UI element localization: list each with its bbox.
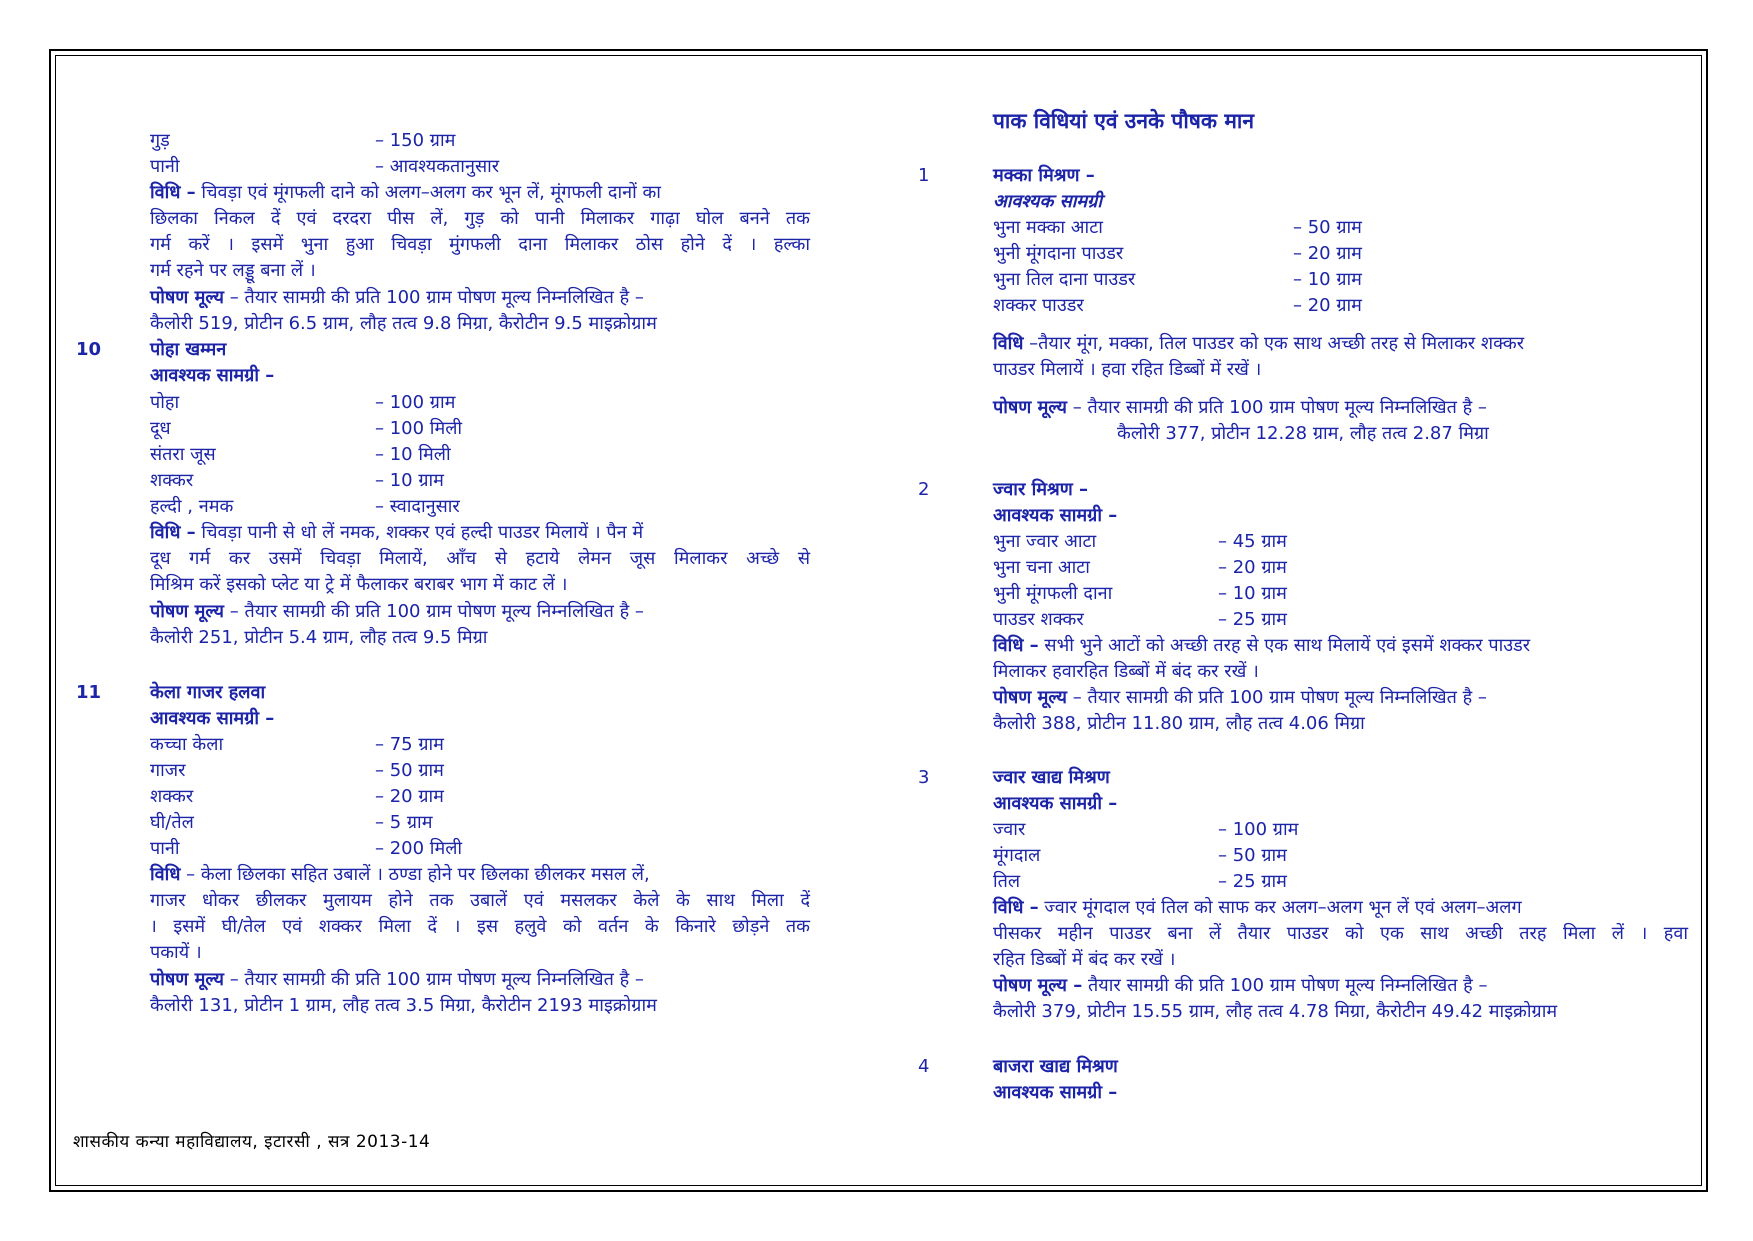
nutrition-text: – तैयार सामग्री की प्रति 100 ग्राम पोषण मूल्य निम्नलिखित है – (229, 969, 644, 990)
method-line: रहित डिब्बों में बंद कर रखें । (993, 949, 1176, 970)
method-text: –तैयार मूंग, मक्का, तिल पाउडर को एक साथ अच्छी तरह से मिलाकर शक्कर (1029, 333, 1525, 354)
method-line (993, 896, 1688, 920)
ingredient-qty: – 10 ग्राम (1293, 269, 1362, 290)
ingredient-qty: – स्वादानुसार (375, 496, 460, 517)
ingredient-qty: – 100 मिली (375, 418, 463, 439)
ingredients-heading: आवश्यक सामग्री – (993, 1082, 1118, 1103)
nutrition-values: कैलोरी 519, प्रोटीन 6.5 ग्राम, लौह तत्व 9.8 मिग्रा, कैरोटीन 9.5 माइक्रोग्राम (150, 313, 657, 334)
nutrition-label: पोषण मूल्य (150, 287, 225, 308)
recipe-title: मक्का मिश्रण – (993, 165, 1095, 186)
ingredient-name: ज्वार (993, 819, 1026, 840)
ingredient-qty: – 100 ग्राम (375, 392, 456, 413)
ingredient-name: भुनी मूंगदाना पाउडर (993, 243, 1124, 264)
ingredient-qty: – 20 ग्राम (375, 786, 444, 807)
recipe-number: 2 (918, 479, 930, 500)
ingredient-qty: – 75 ग्राम (375, 734, 444, 755)
ingredient-qty: – 10 ग्राम (375, 470, 444, 491)
recipe-title: केला गाजर हलवा (150, 682, 266, 703)
method-line: गर्म करें । इसमें भुना हुआ चिवड़ा मुंगफली दाना मिलाकर ठोस होने दें । हल्का (150, 234, 810, 255)
method-text: चिवड़ा पानी से धो लें नमक, शक्कर एवं हल्दी पाउडर मिलायें । पैन में (201, 522, 644, 543)
method-line: गाजर धोकर छीलकर मुलायम होने तक उबालें एवं मसलकर केले के साथ मिला दें (150, 890, 810, 911)
nutrition-line (993, 974, 1487, 998)
ingredient-qty: – 100 ग्राम (1218, 819, 1299, 840)
method-text: सभी भुने आटों को अच्छी तरह से एक साथ मिलायें एवं इसमें शक्कर पाउडर (1044, 635, 1531, 656)
ingredient-name: पानी (150, 156, 180, 177)
ingredient-qty: – 20 ग्राम (1293, 243, 1362, 264)
method-line: पकायें । (150, 942, 202, 963)
method-label: विधि (993, 333, 1024, 354)
ingredients-heading: आवश्यक सामग्री – (993, 505, 1118, 526)
nutrition-text: तैयार सामग्री की प्रति 100 ग्राम पोषण मूल्य निम्नलिखित है – (1088, 975, 1488, 996)
ingredient-name: भुना मक्का आटा (993, 217, 1103, 238)
ingredients-heading: आवश्यक सामग्री (993, 191, 1102, 212)
nutrition-label: पोषण मूल्य (993, 397, 1068, 418)
page-footer: शासकीय कन्या महाविद्यालय, इटारसी , सत्र 2013-14 (73, 1132, 431, 1152)
page-title: पाक विधियां एवं उनके पौषक मान (993, 109, 1255, 133)
method-line (993, 634, 1688, 658)
nutrition-label: पोषण मूल्य (150, 601, 225, 622)
nutrition-text: – तैयार सामग्री की प्रति 100 ग्राम पोषण मूल्य निम्नलिखित है – (1072, 397, 1487, 418)
ingredient-name: भुनी मूंगफली दाना (993, 583, 1113, 604)
nutrition-line (150, 968, 644, 992)
ingredient-name: पानी (150, 838, 180, 859)
ingredient-name: गुड़ (150, 130, 170, 151)
ingredient-name: भुना चना आटा (993, 557, 1090, 578)
nutrition-label: पोषण मूल्य (993, 687, 1068, 708)
nutrition-text: – तैयार सामग्री की प्रति 100 ग्राम पोषण मूल्य निम्नलिखित है – (229, 601, 644, 622)
ingredient-name: संतरा जूस (150, 444, 216, 465)
recipe-number: 10 (76, 339, 102, 360)
ingredient-name: पाउडर शक्कर (993, 609, 1084, 630)
nutrition-text: – तैयार सामग्री की प्रति 100 ग्राम पोषण मूल्य निम्नलिखित है – (229, 287, 644, 308)
method-text: – केला छिलका सहित उबालें । ठण्डा होने पर छिलका छीलकर मसल लें, (186, 864, 650, 885)
ingredients-heading: आवश्यक सामग्री – (150, 708, 275, 729)
nutrition-line (993, 686, 1487, 710)
ingredient-name: घी/तेल (150, 812, 194, 833)
ingredient-name: शक्कर (150, 470, 194, 491)
method-label: विधि – (150, 522, 196, 543)
nutrition-values: कैलोरी 388, प्रोटीन 11.80 ग्राम, लौह तत्व 4.06 मिग्रा (993, 713, 1365, 734)
ingredient-qty: – 25 ग्राम (1218, 871, 1287, 892)
ingredient-qty: – आवश्यकतानुसार (375, 156, 500, 177)
ingredient-name: मूंगदाल (993, 845, 1041, 866)
ingredient-name: कच्चा केला (150, 734, 224, 755)
method-line: छिलका निकल दें एवं दरदरा पीस लें, गुड़ को पानी मिलाकर गाढ़ा घोल बनने तक (150, 208, 810, 229)
nutrition-values: कैलोरी 379, प्रोटीन 15.55 ग्राम, लौह तत्व 4.78 मिग्रा, कैरोटीन 49.42 माइक्रोग्राम (993, 1001, 1558, 1022)
ingredient-qty: – 150 ग्राम (375, 130, 456, 151)
method-label: विधि – (150, 182, 196, 203)
ingredient-name: भुना ज्वार आटा (993, 531, 1097, 552)
ingredient-name: शक्कर (150, 786, 194, 807)
method-line (150, 521, 810, 545)
ingredient-name: दूध (150, 418, 171, 439)
ingredient-qty: – 200 मिली (375, 838, 463, 859)
method-line: गर्म रहने पर लड्डू बना लें । (150, 260, 316, 281)
ingredient-qty: – 5 ग्राम (375, 812, 433, 833)
recipe-number: 3 (918, 767, 930, 788)
nutrition-values: कैलोरी 131, प्रोटीन 1 ग्राम, लौह तत्व 3.5 मिग्रा, कैरोटीन 2193 माइक्रोग्राम (150, 995, 657, 1016)
ingredient-qty: – 10 ग्राम (1218, 583, 1287, 604)
ingredient-qty: – 25 ग्राम (1218, 609, 1287, 630)
method-line (150, 181, 810, 205)
method-line: पाउडर मिलायें । हवा रहित डिब्बों में रखें । (993, 359, 1262, 380)
nutrition-values: कैलोरी 377, प्रोटीन 12.28 ग्राम, लौह तत्व 2.87 मिग्रा (1117, 423, 1489, 444)
nutrition-label: पोषण मूल्य – (993, 975, 1083, 996)
ingredient-qty: – 20 ग्राम (1218, 557, 1287, 578)
nutrition-line (150, 286, 644, 310)
ingredient-qty: – 50 ग्राम (1293, 217, 1362, 238)
ingredient-name: गाजर (150, 760, 186, 781)
method-line (993, 332, 1688, 356)
nutrition-label: पोषण मूल्य (150, 969, 225, 990)
ingredient-qty: – 10 मिली (375, 444, 451, 465)
method-label: विधि (150, 864, 181, 885)
ingredient-qty: – 45 ग्राम (1218, 531, 1287, 552)
ingredient-name: हल्दी , नमक (150, 496, 234, 517)
ingredient-qty: – 50 ग्राम (375, 760, 444, 781)
method-line: दूध गर्म कर उसमें चिवड़ा मिलायें, आँच से हटाये लेमन जूस मिलाकर अच्छे से (150, 548, 810, 569)
method-line: मिश्रिम करें इसको प्लेट या ट्रे में फैलाकर बराबर भाग में काट लें । (150, 574, 568, 595)
recipe-number: 4 (918, 1056, 930, 1077)
method-text: ज्वार मूंगदाल एवं तिल को साफ कर अलग–अलग भून लें एवं अलग–अलग (1044, 897, 1522, 918)
method-line (150, 863, 810, 887)
ingredient-name: भुना तिल दाना पाउडर (993, 269, 1136, 290)
nutrition-values: कैलोरी 251, प्रोटीन 5.4 ग्राम, लौह तत्व 9.5 मिग्रा (150, 627, 488, 648)
ingredients-heading: आवश्यक सामग्री – (993, 793, 1118, 814)
nutrition-line (993, 396, 1487, 420)
method-label: विधि – (993, 635, 1039, 656)
recipe-number: 11 (76, 682, 102, 703)
ingredient-name: तिल (993, 871, 1021, 892)
ingredients-heading: आवश्यक सामग्री – (150, 365, 275, 386)
method-line: पीसकर महीन पाउडर बना लें तैयार पाउडर को एक साथ अच्छी तरह मिला लें । हवा (993, 923, 1688, 944)
recipe-title: ज्वार खाद्य मिश्रण (993, 767, 1110, 788)
recipe-title: पोहा खम्मन (150, 339, 227, 360)
ingredient-qty: – 20 ग्राम (1293, 295, 1362, 316)
recipe-title: ज्वार मिश्रण – (993, 479, 1089, 500)
ingredient-qty: – 50 ग्राम (1218, 845, 1287, 866)
ingredient-name: शक्कर पाउडर (993, 295, 1084, 316)
recipe-number: 1 (918, 165, 930, 186)
nutrition-line (150, 600, 644, 624)
method-line: । इसमें घी/तेल एवं शक्कर मिला दें । इस हलुवे को वर्तन के किनारे छोड़ने तक (150, 916, 810, 937)
method-label: विधि – (993, 897, 1039, 918)
ingredient-name: पोहा (150, 392, 180, 413)
method-text: चिवड़ा एवं मूंगफली दाने को अलग–अलग कर भून लें, मूंगफली दानों का (201, 182, 661, 203)
nutrition-text: – तैयार सामग्री की प्रति 100 ग्राम पोषण मूल्य निम्नलिखित है – (1072, 687, 1487, 708)
method-line: मिलाकर हवारहित डिब्बों में बंद कर रखें । (993, 661, 1259, 682)
recipe-title: बाजरा खाद्य मिश्रण (993, 1056, 1118, 1077)
